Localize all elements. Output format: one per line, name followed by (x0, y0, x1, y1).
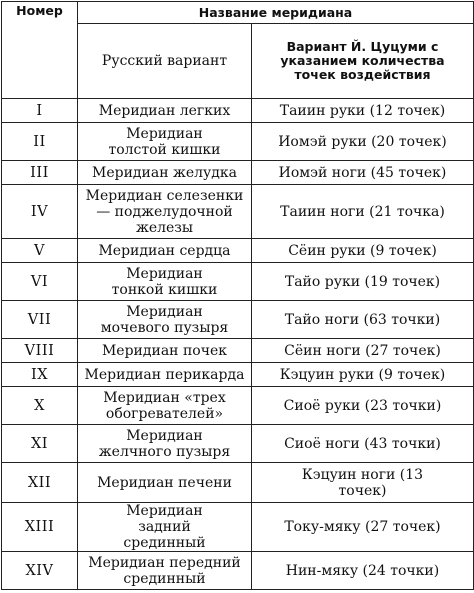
table-row (2, 552, 474, 590)
row-russian-name: Меридиан мочевого пузыря (78, 301, 252, 339)
table-row (2, 239, 474, 263)
row-russian-name: Меридиан желчного пузыря (78, 425, 252, 463)
row-number: X (2, 387, 78, 425)
table-row (2, 387, 474, 425)
row-tsutsumi-name: Току-мяку (27 точек) (252, 503, 474, 552)
row-number: XIII (2, 503, 78, 552)
row-russian-name: Меридиан легких (78, 99, 252, 123)
row-tsutsumi-name: Нин-мяку (24 точки) (252, 552, 474, 590)
row-russian-name: Меридиан тонкой кишки (78, 263, 252, 301)
row-tsutsumi-name: Иомэй ноги (45 точек) (252, 161, 474, 185)
row-russian-name: Меридиан почек (78, 339, 252, 363)
header-meridian-name: Название меридиана (78, 2, 474, 24)
row-russian-name: Меридиан желудка (78, 161, 252, 185)
table-row (2, 339, 474, 363)
table-row (2, 301, 474, 339)
row-tsutsumi-name: Сиоё ноги (43 точки) (252, 425, 474, 463)
row-russian-name: Меридиан толстой кишки (78, 123, 252, 161)
row-tsutsumi-name: Тайо ноги (63 точки) (252, 301, 474, 339)
row-russian-name: Меридиан сердца (78, 239, 252, 263)
table-row (2, 503, 474, 552)
row-number: XI (2, 425, 78, 463)
row-tsutsumi-name: Таиин руки (12 точек) (252, 99, 474, 123)
header-number: Номер (2, 2, 78, 99)
row-number: XII (2, 463, 78, 503)
table-row (2, 161, 474, 185)
row-number: IX (2, 363, 78, 387)
row-number: I (2, 99, 78, 123)
table-row (2, 363, 474, 387)
row-russian-name: Меридиан передний срединный (78, 552, 252, 590)
row-russian-name: Меридиан «трех обогревателей» (78, 387, 252, 425)
meridian-table (1, 1, 474, 590)
row-tsutsumi-name: Сиоё руки (23 точки) (252, 387, 474, 425)
table-row (2, 425, 474, 463)
row-number: III (2, 161, 78, 185)
row-tsutsumi-name: Тайо руки (19 точек) (252, 263, 474, 301)
table-row (2, 263, 474, 301)
row-tsutsumi-name: Таиин ноги (21 точка) (252, 185, 474, 239)
row-number: IV (2, 185, 78, 239)
header-russian-variant: Русский вариант (78, 24, 252, 99)
row-number: II (2, 123, 78, 161)
table-row (2, 123, 474, 161)
row-russian-name: Меридиан печени (78, 463, 252, 503)
row-russian-name: Меридиан задний срединный (78, 503, 252, 552)
row-tsutsumi-name: Сёин руки (9 точек) (252, 239, 474, 263)
row-number: V (2, 239, 78, 263)
row-tsutsumi-name: Иомэй руки (20 точек) (252, 123, 474, 161)
row-number: VII (2, 301, 78, 339)
row-tsutsumi-name: Сёин ноги (27 точек) (252, 339, 474, 363)
table-row (2, 463, 474, 503)
row-number: VIII (2, 339, 78, 363)
header-tsutsumi-variant: Вариант Й. Цуцуми с указанием количества точек воздействия (252, 24, 474, 99)
table-row (2, 99, 474, 123)
row-tsutsumi-name: Кэцуин ноги (13 точек) (252, 463, 474, 503)
table-row (2, 185, 474, 239)
row-russian-name: Меридиан перикарда (78, 363, 252, 387)
row-tsutsumi-name: Кэцуин руки (9 точек) (252, 363, 474, 387)
row-number: VI (2, 263, 78, 301)
row-number: XIV (2, 552, 78, 590)
row-russian-name: Меридиан селезенки — поджелудочной железы (78, 185, 252, 239)
